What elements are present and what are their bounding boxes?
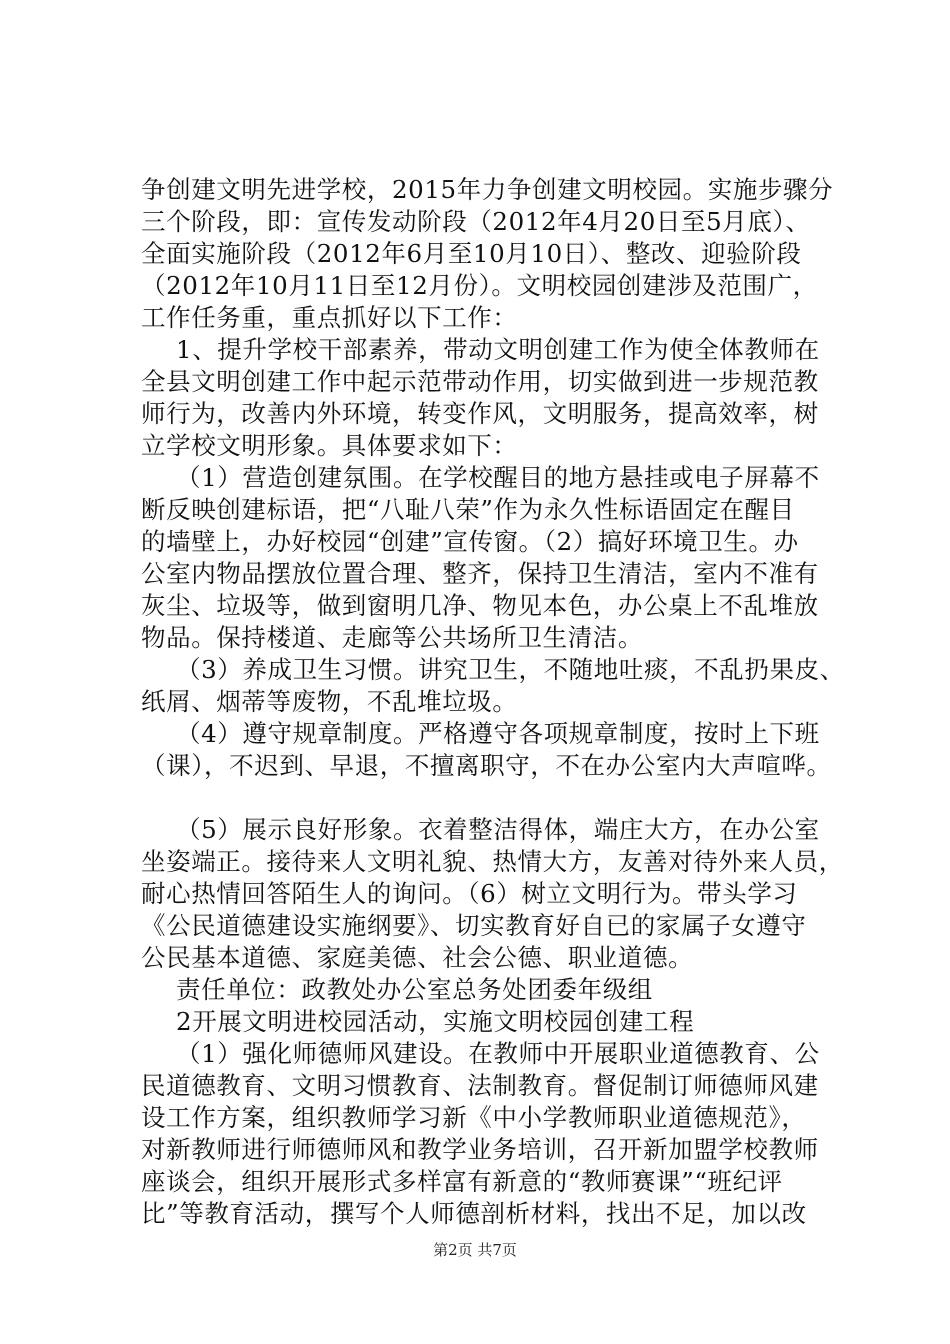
text-line: 2开展文明进校园活动，实施文明校园创建工程 — [176, 1007, 695, 1036]
text-line: 纸屑、烟蒂等废物，不乱堆垃圾。 — [141, 687, 518, 716]
text-line: 座谈会，组织开展形式多样富有新意的“教师赛课”“班纪评 — [141, 1167, 783, 1196]
text-line: 坐姿端正。接待来人文明礼貌、热情大方，友善对待外来人员， — [141, 847, 844, 876]
text-line: 争创建文明先进学校，2015年力争创建文明校园。实施步骤分 — [141, 175, 834, 204]
text-line: 灰尘、垃圾等，做到窗明几净、物见本色，办公桌上不乱堆放 — [141, 591, 819, 620]
text-line: （5）展示良好形象。衣着整洁得体，端庄大方，在办公室 — [176, 815, 820, 844]
text-line: （4）遵守规章制度。严格遵守各项规章制度，按时上下班 — [176, 719, 820, 748]
text-line: 公室内物品摆放位置合理、整齐，保持卫生清洁，室内不准有 — [141, 559, 819, 588]
text-line: （3）养成卫生习惯。讲究卫生，不随地吐痰，不乱扔果皮、 — [176, 655, 845, 684]
text-line: 责任单位：政教处办公室总务处团委年级组 — [176, 975, 653, 1004]
text-line: 师行为，改善内外环境，转变作风，文明服务，提高效率，树 — [141, 399, 819, 428]
text-line: 物品。保持楼道、走廊等公共场所卫生清洁。 — [141, 623, 643, 652]
text-line: 立学校文明形象。具体要求如下： — [141, 431, 518, 460]
text-line: 的墙壁上，办好校园“创建”宣传窗。（2）搞好环境卫生。办 — [141, 527, 799, 556]
text-line: （课），不迟到、早退，不擅离职守，不在办公室内大声喧哗。 — [141, 751, 832, 780]
text-line: 民道德教育、文明习惯教育、法制教育。督促制订师德师风建 — [141, 1071, 819, 1100]
text-line: 比”等教育活动，撰写个人师德剖析材料，找出不足，加以改 — [141, 1199, 807, 1228]
text-line: 对新教师进行师德师风和教学业务培训，召开新加盟学校教师 — [141, 1135, 819, 1164]
page-number-footer: 第2页 共7页 — [433, 1241, 517, 1259]
text-line: 耐心热情回答陌生人的询问。（6）树立文明行为。带头学习 — [141, 879, 798, 908]
text-line: 公民基本道德、家庭美德、社会公德、职业道德。 — [141, 943, 694, 972]
text-line: 1、提升学校干部素养，带动文明创建工作为使全体教师在 — [176, 335, 820, 364]
text-line: （2012年10月11日至12月份）。文明校园创建涉及范围广， — [141, 271, 818, 300]
text-line: 断反映创建标语，把“八耻八荣”作为永久性标语固定在醒目 — [141, 495, 795, 524]
text-line: （1）营造创建氛围。在学校醒目的地方悬挂或电子屏幕不 — [176, 463, 820, 492]
text-line: （1）强化师德师风建设。在教师中开展职业道德教育、公 — [176, 1039, 820, 1068]
text-line: 全面实施阶段（2012年6月至10月10日）、整改、迎验阶段 — [141, 239, 802, 268]
text-line: 设工作方案，组织教师学习新《中小学教师职业道德规范》， — [141, 1103, 807, 1132]
text-line: 三个阶段，即：宣传发动阶段（2012年4月20日至5月底）、 — [141, 207, 811, 236]
text-line: 《公民道德建设实施纲要》、切实教育好自已的家属子女遵守 — [141, 911, 807, 940]
text-line: 全县文明创建工作中起示范带动作用，切实做到进一步规范教 — [141, 367, 819, 396]
text-line: 工作任务重，重点抓好以下工作： — [141, 303, 518, 332]
